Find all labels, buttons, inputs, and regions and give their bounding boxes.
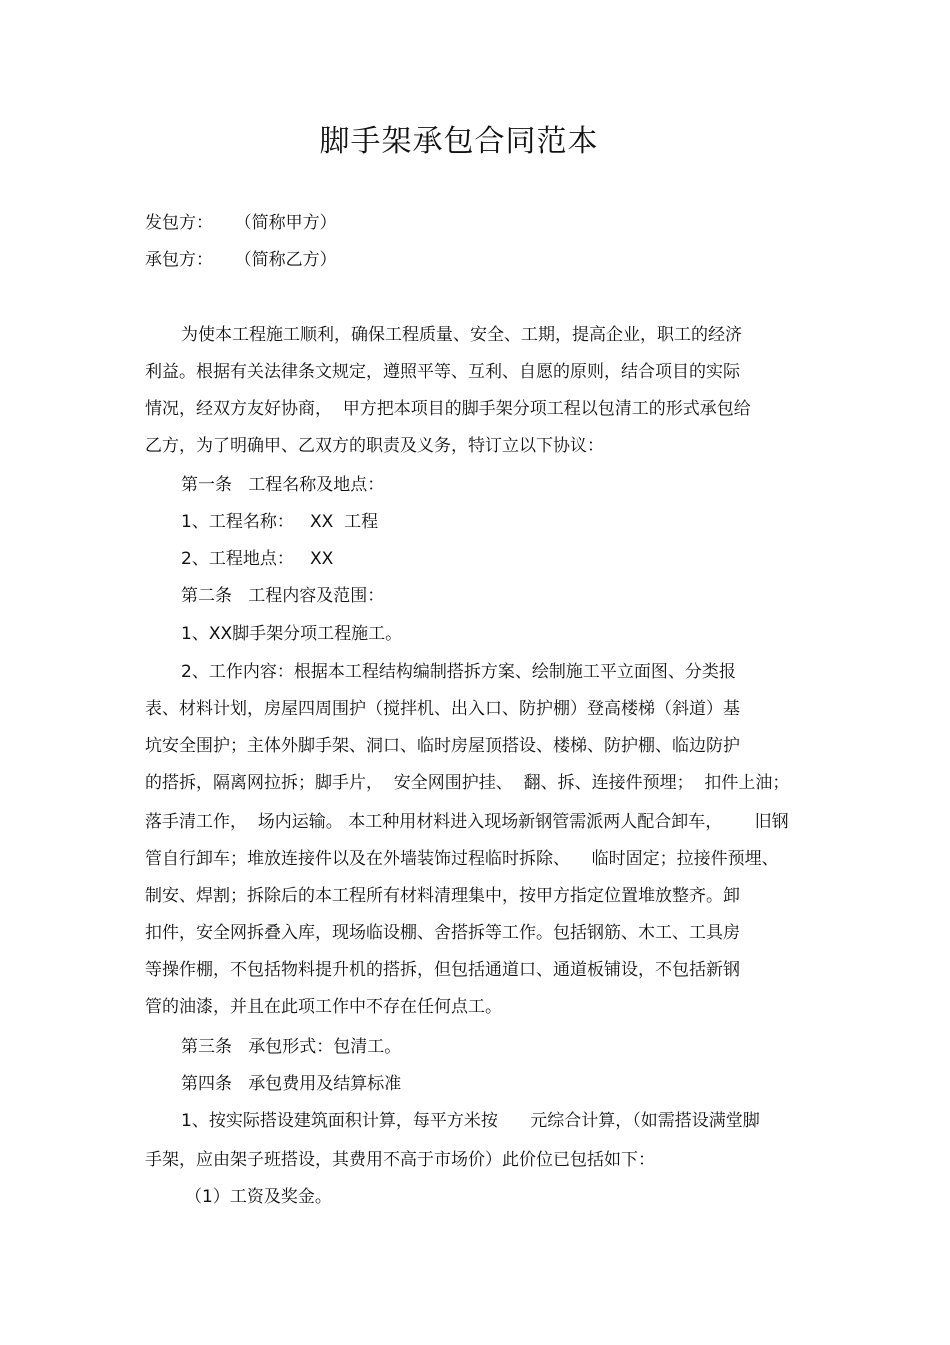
party-b-line: 承包方： （简称乙方） [145, 250, 337, 270]
article-heading: 第三条 承包形式：包清工。 [181, 1037, 402, 1057]
paragraph-line: 表、材料计划，房屋四周围护（搅拌机、出入口、防护棚）登高楼梯（斜道）基 [145, 699, 740, 719]
list-item: （1）工资及奖金。 [185, 1187, 332, 1207]
paragraph-line: 1、工程名称： XX 工程 [181, 512, 379, 532]
paragraph-line: 2、工程地点： XX [181, 549, 334, 569]
article-heading: 第二条 工程内容及范围： [181, 586, 385, 606]
paragraph-line: 管自行卸车；堆放连接件以及在外墙装饰过程临时拆除、 临时固定；拉接件预埋、 [145, 849, 779, 869]
document-title: 脚手架承包合同范本 [319, 124, 599, 159]
paragraph-line: 2、工作内容：根据本工程结构编制搭拆方案、绘制施工平立面图、分类报 [181, 662, 736, 682]
article-heading: 第一条 工程名称及地点： [181, 475, 385, 495]
paragraph-line: 1、按实际搭设建筑面积计算，每平方米按 元综合计算，（如需搭设满堂脚 [181, 1111, 760, 1131]
paragraph-line: 1、XX脚手架分项工程施工。 [181, 624, 403, 644]
paragraph-line: 乙方，为了明确甲、乙双方的职责及义务，特订立以下协议： [145, 436, 604, 456]
paragraph-line: 的搭拆，隔离网拉拆；脚手片， 安全网围护挂、 翻、拆、连接件预埋； 扣件上油； [145, 773, 790, 793]
paragraph-line: 扣件，安全网拆叠入库，现场临设棚、舍搭拆等工作。包括钢筋、木工、工具房 [145, 923, 740, 943]
party-a-line: 发包方： （简称甲方） [145, 213, 337, 233]
article-heading: 第四条 承包费用及结算标准 [181, 1074, 402, 1094]
paragraph-line: 手架，应由架子班搭设，其费用不高于市场价）此价位已包括如下： [145, 1150, 655, 1170]
paragraph-line: 为使本工程施工顺利，确保工程质量、安全、工期，提高企业，职工的经济 [181, 325, 742, 345]
paragraph-line: 管的油漆，并且在此项工作中不存在任何点工。 [145, 997, 502, 1017]
paragraph-line: 等操作棚，不包括物料提升机的搭拆，但包括通道口、通道板铺设，不包括新钢 [145, 960, 740, 980]
paragraph-line: 制安、焊割；拆除后的本工程所有材料清理集中，按甲方指定位置堆放整齐。卸 [145, 886, 740, 906]
paragraph-line: 坑安全围护；主体外脚手架、洞口、临时房屋顶搭设、楼梯、防护棚、临边防护 [145, 736, 740, 756]
paragraph-line: 利益。根据有关法律条文规定，遵照平等、互利、自愿的原则，结合项目的实际 [145, 362, 740, 382]
paragraph-line: 情况，经双方友好协商， 甲方把本项目的脚手架分项工程以包清工的形式承包给 [145, 399, 751, 419]
paragraph-line: 落手清工作， 场内运输。 本工种用材料进入现场新钢管需派两人配合卸车， 旧钢 [145, 812, 789, 832]
